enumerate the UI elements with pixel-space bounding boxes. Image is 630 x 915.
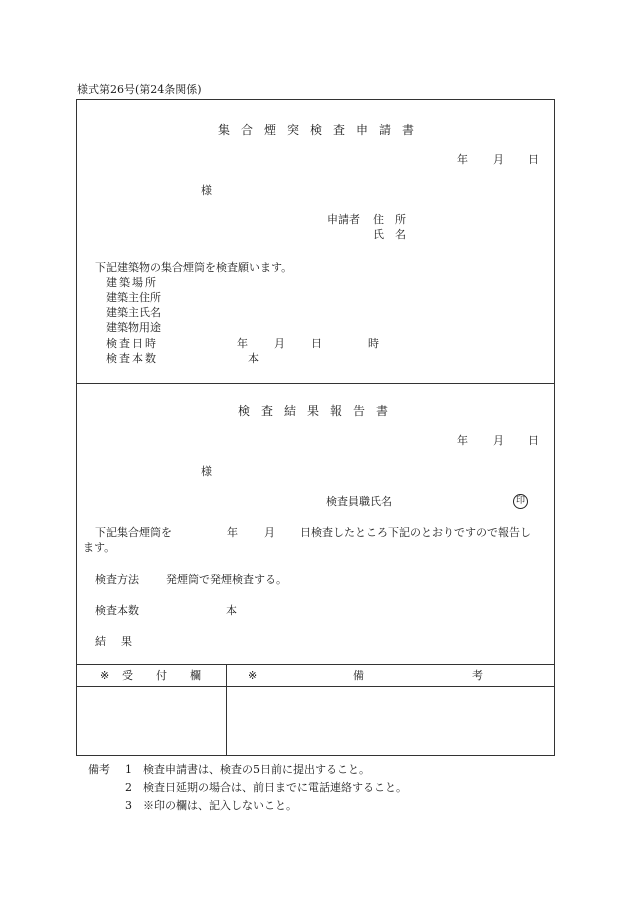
remarks-mark-icon: ※ bbox=[248, 669, 258, 682]
reception-column-header: 受 付 欄 bbox=[122, 669, 207, 682]
form-frame bbox=[76, 99, 555, 756]
remarks-column-header: 備 考 bbox=[353, 669, 489, 682]
note-text: ※印の欄は、記入しないこと。 bbox=[143, 799, 297, 812]
report-date-month: 月 bbox=[493, 434, 504, 447]
request-date-year: 年 bbox=[457, 153, 468, 166]
table-top-border bbox=[76, 664, 555, 665]
inspector-label: 検査員職氏名 bbox=[326, 495, 392, 508]
applicant-label: 申請者 bbox=[327, 213, 360, 226]
field-datetime-hour: 時 bbox=[368, 337, 379, 350]
report-date-year: 年 bbox=[457, 434, 468, 447]
report-body-rest: 日検査したところ下記のとおりですので報告し bbox=[300, 526, 531, 539]
field-datetime-month: 月 bbox=[274, 337, 285, 350]
field-datetime-day: 日 bbox=[311, 337, 322, 350]
reception-field[interactable] bbox=[77, 687, 226, 755]
field-usage: 建築物用途 bbox=[106, 321, 161, 334]
request-addressee-suffix: 様 bbox=[201, 184, 212, 197]
report-title: 検査結果報告書 bbox=[238, 404, 400, 418]
form-number: 様式第26号(第24条関係) bbox=[77, 83, 202, 96]
report-date-day: 日 bbox=[528, 434, 539, 447]
method-value: 発煙筒で発煙検査する。 bbox=[166, 573, 287, 586]
method-label: 検査方法 bbox=[95, 573, 139, 586]
field-count: 検査本数 bbox=[106, 352, 158, 365]
request-title: 集合煙突検査申請書 bbox=[218, 123, 426, 137]
note-number: 1 bbox=[125, 763, 132, 776]
applicant-address-label: 住 所 bbox=[373, 213, 406, 226]
report-count-unit: 本 bbox=[226, 604, 237, 617]
remarks-field[interactable] bbox=[227, 687, 554, 755]
report-count-label: 検査本数 bbox=[95, 604, 139, 617]
note-number: 3 bbox=[125, 799, 132, 812]
applicant-name-label: 氏 名 bbox=[373, 228, 406, 241]
field-site: 建築場所 bbox=[106, 276, 158, 289]
report-addressee-suffix: 様 bbox=[201, 465, 212, 478]
report-body-end: ます。 bbox=[83, 541, 116, 554]
section-divider bbox=[76, 383, 555, 384]
field-owner-address: 建築主住所 bbox=[106, 291, 161, 304]
seal-icon: 印 bbox=[513, 494, 528, 509]
report-body-start: 下記集合煙筒を bbox=[95, 526, 172, 539]
report-body-month: 月 bbox=[264, 526, 275, 539]
request-intro: 下記建築物の集合煙筒を検査願います。 bbox=[95, 261, 293, 274]
field-inspection-datetime: 検査日時 bbox=[106, 337, 158, 350]
field-owner-name: 建築主氏名 bbox=[106, 306, 161, 319]
note-text: 検査日延期の場合は、前日までに電話連絡すること。 bbox=[143, 781, 407, 794]
note-text: 検査申請書は、検査の5日前に提出すること。 bbox=[143, 763, 370, 776]
request-date-day: 日 bbox=[528, 153, 539, 166]
report-body-year: 年 bbox=[227, 526, 238, 539]
note-number: 2 bbox=[125, 781, 132, 794]
field-count-unit: 本 bbox=[248, 352, 259, 365]
notes-label: 備考 bbox=[88, 763, 110, 776]
field-datetime-year: 年 bbox=[237, 337, 248, 350]
reception-mark-icon: ※ bbox=[100, 669, 110, 682]
request-date-month: 月 bbox=[493, 153, 504, 166]
result-label: 結 果 bbox=[95, 635, 134, 648]
